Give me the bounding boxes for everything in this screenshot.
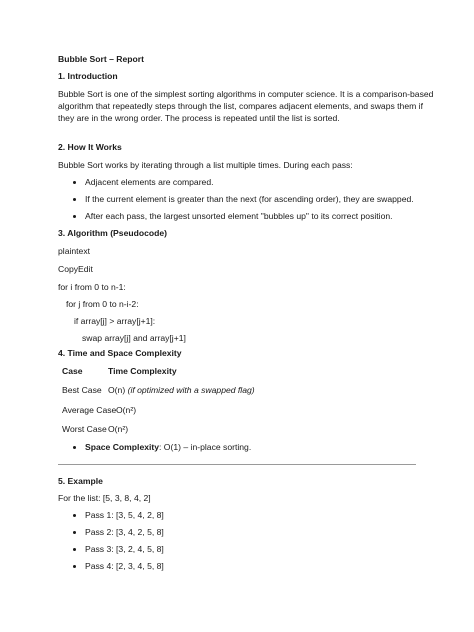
intro-line: algorithm that repeatedly steps through the list, compares adjacent elements, and swaps them if: [58, 101, 423, 111]
copy-edit-label[interactable]: CopyEdit: [58, 264, 93, 274]
list-item: Adjacent elements are compared.: [85, 177, 214, 187]
section-heading-example: 5. Example: [58, 476, 103, 486]
space-complexity-item: [85, 441, 251, 453]
list-item: If the current element is greater than the next (for ascending order), they are swapped.: [85, 194, 414, 204]
bullet-icon: [73, 531, 76, 534]
complexity-note: (if optimized with a swapped flag): [127, 385, 255, 395]
horizontal-divider: [58, 464, 416, 465]
bullet-icon: [73, 514, 76, 517]
bullet-icon: [73, 446, 76, 449]
list-item: Pass 1: [3, 5, 4, 2, 8]: [85, 510, 164, 520]
section-heading-complexity: 4. Time and Space Complexity: [58, 348, 182, 358]
section-heading-algorithm: 3. Algorithm (Pseudocode): [58, 228, 168, 238]
table-cell-time: O(n²): [108, 424, 129, 434]
code-line: swap array[j] and array[j+1]: [82, 333, 186, 343]
example-lead-text: For the list: [5, 3, 8, 4, 2]: [58, 493, 151, 503]
bullet-icon: [73, 181, 76, 184]
intro-line: Bubble Sort is one of the simplest sorting algorithms in computer science. It is a comparison-based: [58, 89, 434, 99]
bullet-icon: [73, 548, 76, 551]
code-line: for j from 0 to n-i-2:: [66, 299, 139, 309]
table-cell-time: O(n²): [116, 405, 137, 415]
section-heading-how-it-works: 2. How It Works: [58, 142, 122, 152]
complexity-value: O(n): [108, 385, 126, 395]
list-item: Pass 4: [2, 3, 4, 5, 8]: [85, 561, 164, 571]
table-cell-case: Average Case: [62, 405, 117, 415]
intro-line: they are in the wrong order. The process is repeated until the list is sorted.: [58, 113, 340, 123]
bullet-icon: [73, 215, 76, 218]
table-cell-case: Worst Case: [62, 424, 107, 434]
space-complexity-label: Space Complexity: [85, 442, 160, 452]
section-heading-introduction: 1. Introduction: [58, 71, 118, 81]
table-header-case: Case: [62, 366, 83, 376]
code-line: if array[j] > array[j+1]:: [74, 316, 156, 326]
table-header-time: Time Complexity: [108, 366, 177, 376]
space-complexity-value: : O(1) – in-place sorting.: [159, 442, 252, 452]
document-title: Bubble Sort – Report: [58, 54, 144, 64]
list-item: Pass 3: [3, 2, 4, 5, 8]: [85, 544, 164, 554]
list-item: Pass 2: [3, 4, 2, 5, 8]: [85, 527, 164, 537]
table-cell-time: [108, 384, 255, 396]
bullet-icon: [73, 565, 76, 568]
bullet-icon: [73, 198, 76, 201]
list-item: After each pass, the largest unsorted element "bubbles up" to its correct position.: [85, 211, 393, 221]
code-line: for i from 0 to n-1:: [58, 282, 126, 292]
table-cell-case: Best Case: [62, 385, 102, 395]
how-lead-text: Bubble Sort works by iterating through a list multiple times. During each pass:: [58, 160, 353, 170]
code-language-label: plaintext: [58, 246, 91, 256]
